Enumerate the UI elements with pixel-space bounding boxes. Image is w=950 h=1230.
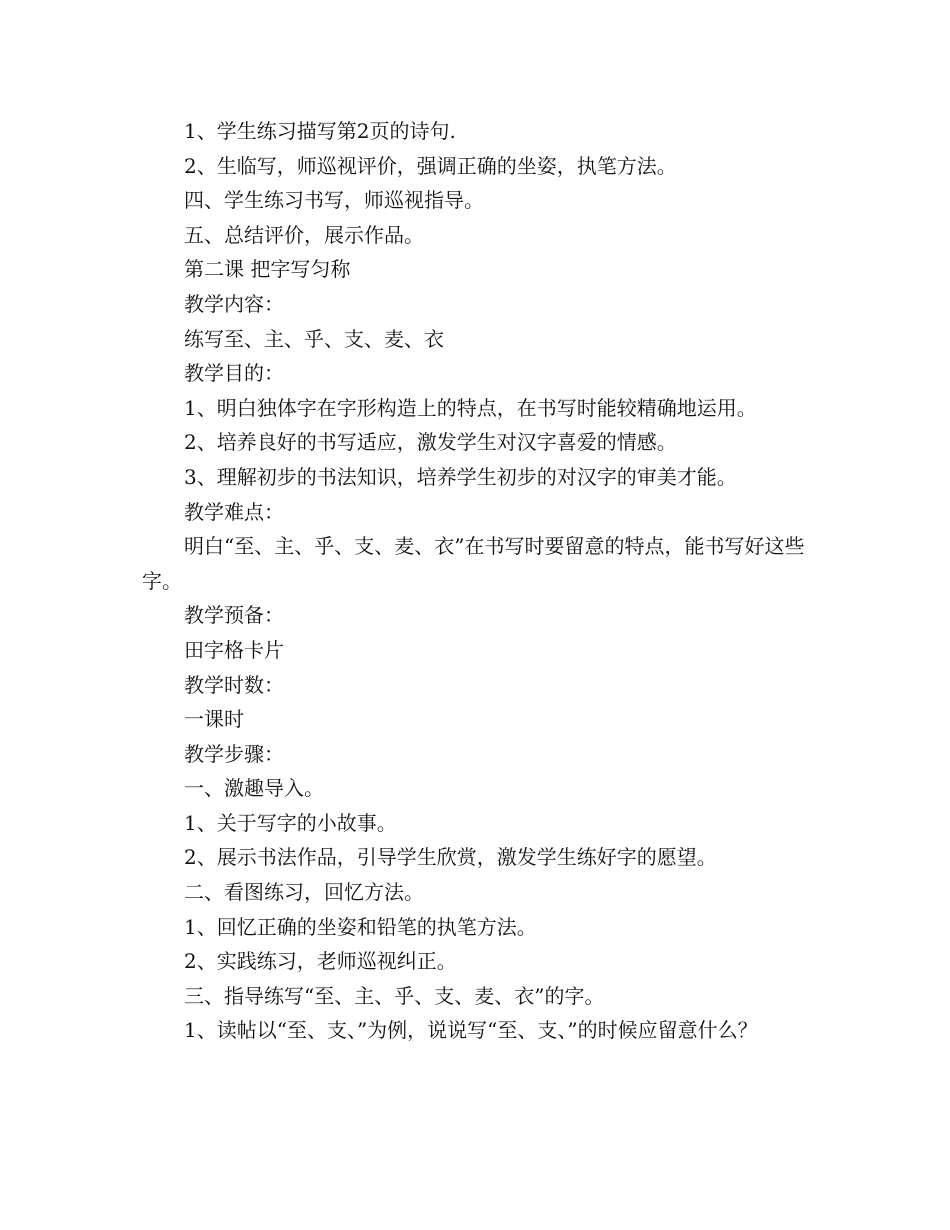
section-heading-preparation: 教学预备： xyxy=(184,603,284,628)
paragraph-3: 四、学生练习书写，师巡视指导。 xyxy=(184,188,484,213)
paragraph-24: 2、实践练习，老师巡视纠正。 xyxy=(184,949,457,974)
paragraph-15: 田字格卡片 xyxy=(184,637,284,662)
paragraph-19: 一、激趣导入。 xyxy=(184,776,324,801)
paragraph-10: 2、培养良好的书写适应，激发学生对汉字喜爱的情感。 xyxy=(184,430,677,455)
paragraph-2: 2、生临写，师巡视评价，强调正确的坐姿，执笔方法。 xyxy=(184,153,677,178)
section-heading-difficulties: 教学难点： xyxy=(184,499,284,524)
paragraph-7: 练写至、主、乎、支、麦、衣 xyxy=(184,326,444,351)
paragraph-26: 1、读帖以“至、支、”为例，说说写“至、支、”的时候应留意什么？ xyxy=(184,1018,758,1043)
paragraph-21: 2、展示书法作品，引导学生欣赏，激发学生练好字的愿望。 xyxy=(184,845,717,870)
document-body xyxy=(142,114,812,1048)
paragraph-22: 二、看图练习，回忆方法。 xyxy=(184,880,424,905)
paragraph-13: 明白“至、主、乎、支、麦、衣”在书写时要留意的特点，能书写好这些字。 xyxy=(142,534,805,593)
paragraph-25: 三、指导练写“至、主、乎、支、麦、衣”的字。 xyxy=(184,983,605,1008)
section-heading-objectives: 教学目的： xyxy=(184,361,284,386)
section-heading-steps: 教学步骤： xyxy=(184,741,284,766)
paragraph-23: 1、回忆正确的坐姿和铅笔的执笔方法。 xyxy=(184,914,537,939)
paragraph-4: 五、总结评价，展示作品。 xyxy=(184,222,424,247)
section-heading-periods: 教学时数： xyxy=(184,672,284,697)
section-heading-content: 教学内容： xyxy=(184,291,284,316)
paragraph-1: 1、学生练习描写第2页的诗句. xyxy=(184,119,456,143)
paragraph-9: 1、明白独体字在字形构造上的特点，在书写时能较精确地运用。 xyxy=(184,395,757,420)
lesson-title: 第二课 把字写匀称 xyxy=(184,257,351,282)
paragraph-11: 3、理解初步的书法知识，培养学生初步的对汉字的审美才能。 xyxy=(184,464,737,489)
paragraph-20: 1、关于写字的小故事。 xyxy=(184,810,397,835)
paragraph-17: 一课时 xyxy=(184,707,244,732)
